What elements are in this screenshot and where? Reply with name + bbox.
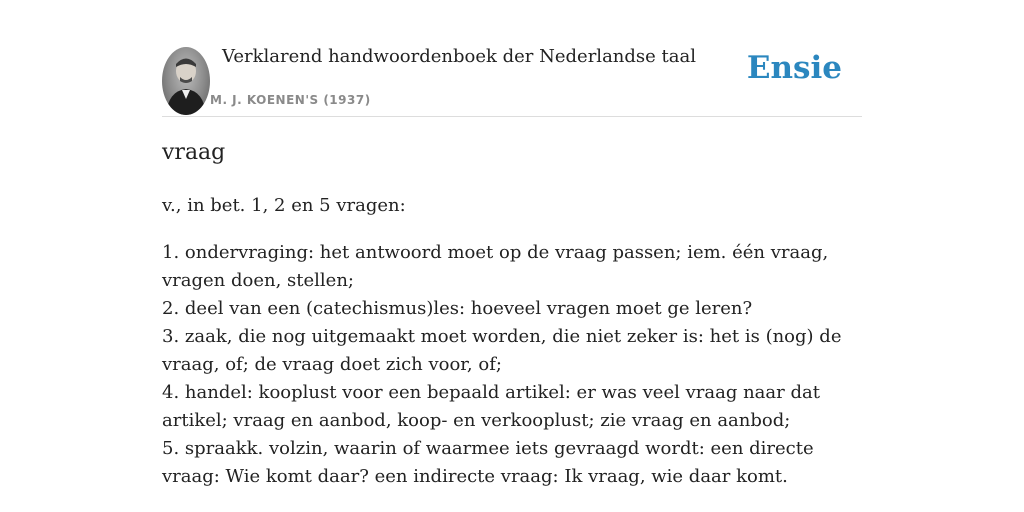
sense-item: 2. deel van een (catechismus)les: hoeveel vragen moet ge leren?	[162, 298, 753, 319]
portrait-image	[162, 47, 210, 115]
sense-item: 5. spraakk. volzin, waarin of waarmee iets gevraagd wordt: een directe vraag: Wie komt daar? een indirecte vraag: Ik vraag, wie daar komt.	[162, 438, 814, 487]
author-avatar	[162, 47, 210, 115]
header	[162, 0, 862, 117]
author-line: M. J. KOENEN'S (1937)	[210, 93, 371, 107]
sense-item: 1. ondervraging: het antwoord moet op de vraag passen; iem. één vraag, vragen doen, stellen;	[162, 242, 829, 291]
book-title: Verklarend handwoordenboek der Nederlandse taal	[222, 46, 696, 67]
grammar-note: v., in bet. 1, 2 en 5 vragen:	[162, 195, 406, 216]
ensie-logo-link[interactable]: Ensie	[746, 50, 842, 86]
entry-body	[162, 192, 862, 491]
sense-item: 4. handel: kooplust voor een bepaald artikel: er was veel vraag naar dat artikel; vraag en aanbod, koop- en verkooplust; zie vraag en aanbod;	[162, 382, 820, 431]
sense-item: 3. zaak, die nog uitgemaakt moet worden, die niet zeker is: het is (nog) de vraag, of; de vraag doet zich voor, of;	[162, 326, 842, 375]
page	[162, 0, 862, 487]
headword: vraag	[162, 140, 226, 165]
